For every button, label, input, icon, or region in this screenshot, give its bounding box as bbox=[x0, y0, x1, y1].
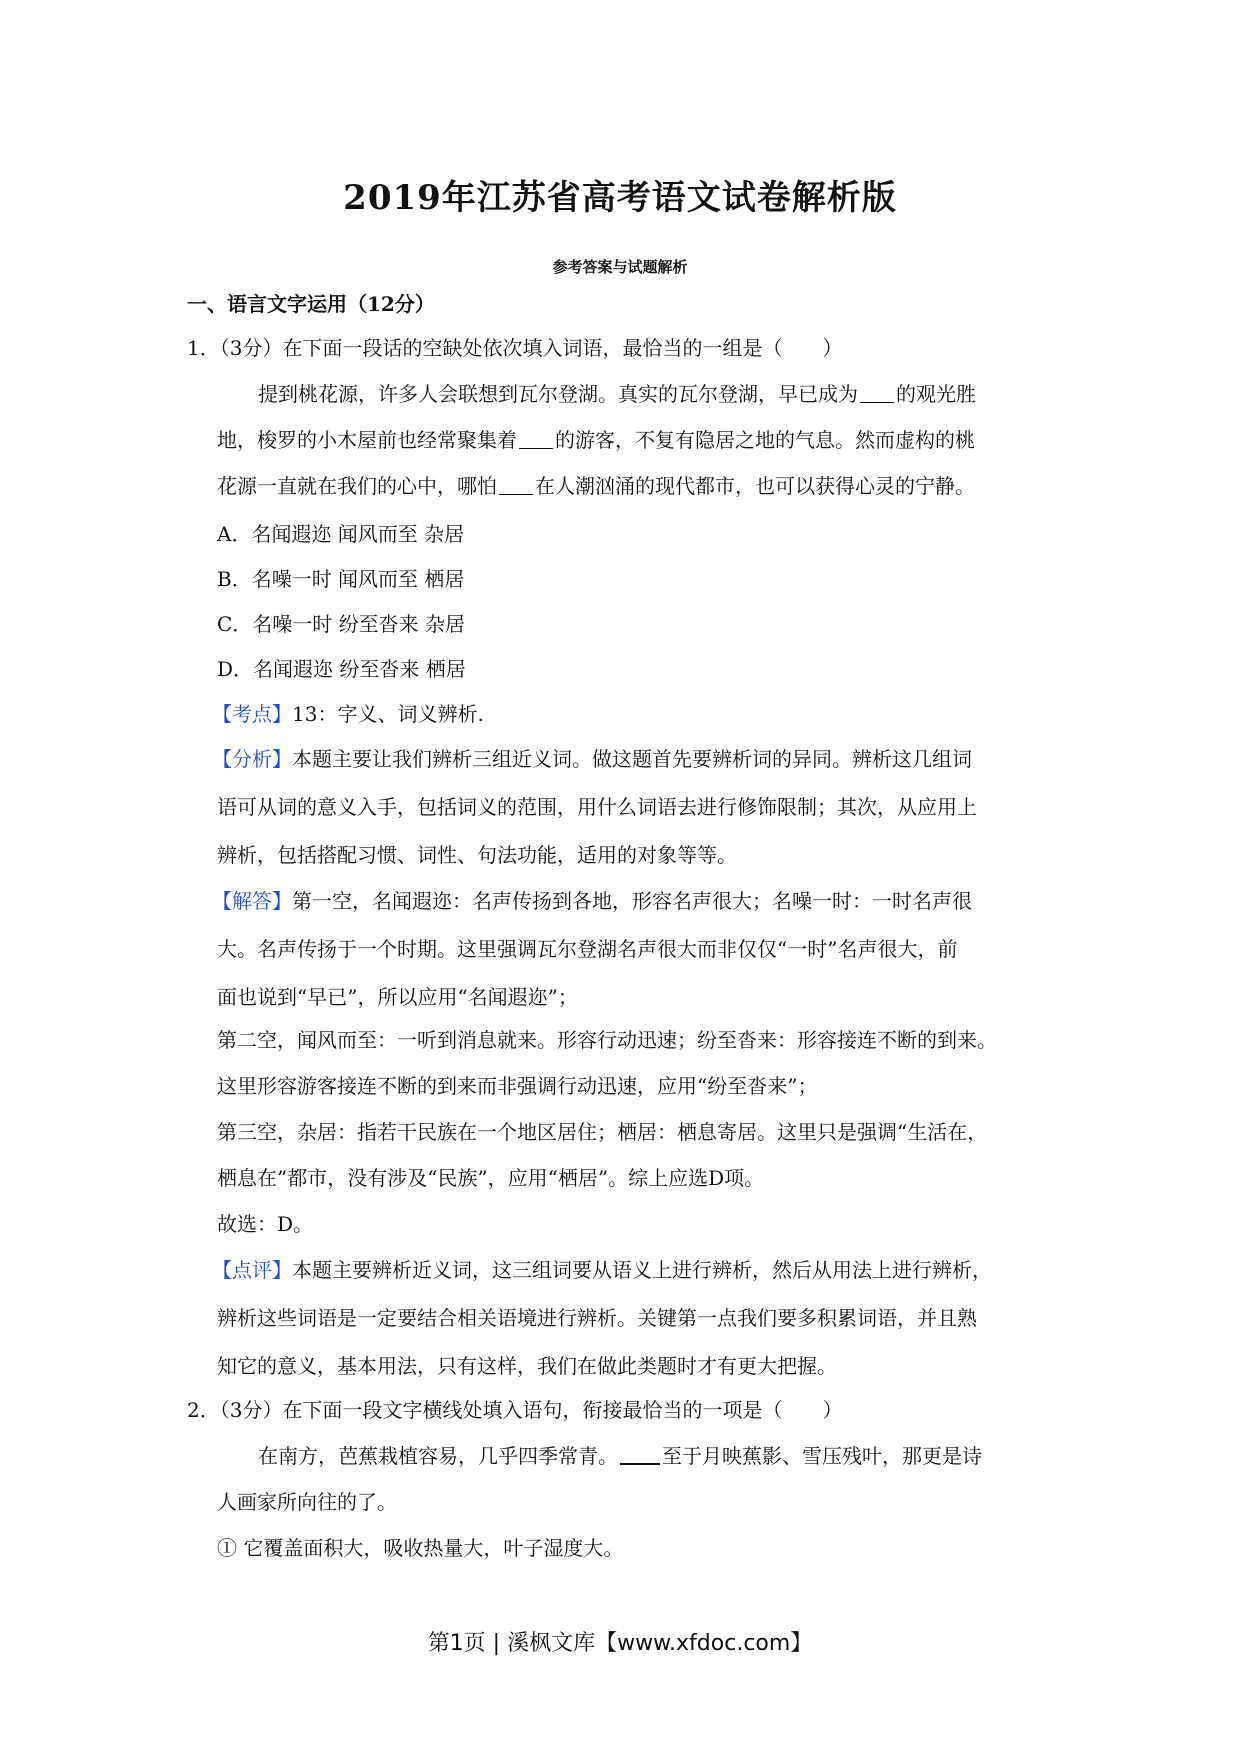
passage-text: 提到桃花源，许多人会联想到瓦尔登湖。真实的瓦尔登湖，早已成为 bbox=[258, 382, 858, 406]
fill-blank bbox=[519, 428, 553, 449]
section-heading: 一、语言文字运用（12分） bbox=[187, 292, 435, 316]
passage-text: 在南方，芭蕉栽植容易，几乎四季常青。 bbox=[258, 1444, 618, 1468]
jieda-line-1 bbox=[212, 887, 972, 915]
q2-passage-line-2: 人画家所向往的了。 bbox=[217, 1490, 397, 1514]
passage-text: 的观光胜 bbox=[896, 382, 976, 406]
jieda-line-3: 面也说到“早已”，所以应用“名闻遐迩”； bbox=[217, 985, 578, 1009]
fenxi-line-1 bbox=[212, 745, 972, 773]
jieda-line-2: 大。名声传扬于一个时期。这里强调瓦尔登湖名声很大而非仅仅“一时”名声很大，前 bbox=[217, 937, 958, 961]
q1-passage-line-3 bbox=[217, 472, 975, 500]
kaodian-text: 13：字义、词义辨析. bbox=[292, 702, 484, 726]
option-d: D．名闻遐迩 纷至沓来 栖居 bbox=[217, 657, 466, 681]
option-a: A．名闻遐迩 闻风而至 杂居 bbox=[217, 522, 465, 546]
fenxi-text: 本题主要让我们辨析三组近义词。做这题首先要辨析词的异同。辨析这几组词 bbox=[292, 747, 972, 771]
question-2-stem: 2．（3分）在下面一段文字横线处填入语句，衔接最恰当的一项是（ ） bbox=[187, 1398, 843, 1422]
passage-text: 花源一直就在我们的心中，哪怕 bbox=[217, 474, 497, 498]
question-1-stem: 1．（3分）在下面一段话的空缺处依次填入词语，最恰当的一组是（ ） bbox=[187, 336, 843, 360]
fenxi-line-2: 语可从词的意义入手，包括词义的范围，用什么词语去进行修饰限制；其次，从应用上 bbox=[217, 795, 977, 819]
jieda-line-5: 这里形容游客接连不断的到来而非强调行动迅速，应用“纷至沓来”； bbox=[217, 1074, 818, 1098]
jieda-line-6: 第三空，杂居：指若干民族在一个地区居住；栖居：栖息寄居。这里只是强调“生活在， bbox=[217, 1120, 988, 1144]
dianping-line-3: 知它的意义，基本用法，只有这样，我们在做此类题时才有更大把握。 bbox=[217, 1354, 837, 1378]
jieda-text: 第一空，名闻遐迩：名声传扬到各地，形容名声很大；名噪一时：一时名声很 bbox=[292, 889, 972, 913]
fill-blank bbox=[620, 1443, 660, 1465]
passage-text: 在人潮汹涌的现代都市，也可以获得心灵的宁静。 bbox=[535, 474, 975, 498]
q1-passage-line-1 bbox=[258, 380, 976, 408]
jieda-line-8: 故选：D。 bbox=[217, 1212, 314, 1236]
kaodian-line bbox=[212, 700, 484, 728]
fill-blank bbox=[860, 382, 894, 403]
page-title: 2019年江苏省高考语文试卷解析版 bbox=[343, 178, 897, 218]
dianping-line-1 bbox=[212, 1256, 992, 1284]
fenxi-line-3: 辨析，包括搭配习惯、词性、句法功能，适用的对象等等。 bbox=[217, 843, 737, 867]
passage-text: 地，梭罗的小木屋前也经常聚集着 bbox=[217, 428, 517, 452]
q1-passage-line-2 bbox=[217, 426, 975, 454]
jieda-line-7: 栖息在”都市，没有涉及“民族”，应用“栖居”。综上应选D项。 bbox=[217, 1166, 765, 1190]
dianping-line-2: 辨析这些词语是一定要结合相关语境进行辨析。关键第一点我们要多积累词语，并且熟 bbox=[217, 1306, 977, 1330]
jieda-line-4: 第二空，闻风而至：一听到消息就来。形容行动迅速；纷至沓来：形容接连不断的到来。 bbox=[217, 1028, 997, 1052]
q2-item-1: ① 它覆盖面积大，吸收热量大，叶子湿度大。 bbox=[217, 1536, 624, 1560]
page-footer: 第1页 | 溪枫文库【www.xfdoc.com】 bbox=[427, 1631, 813, 1656]
q2-passage-line-1 bbox=[258, 1442, 982, 1470]
fill-blank bbox=[499, 474, 533, 495]
passage-text: 的游客，不复有隐居之地的气息。然而虚构的桃 bbox=[555, 428, 975, 452]
kaodian-tag: 【考点】 bbox=[212, 702, 292, 726]
option-b: B．名噪一时 闻风而至 栖居 bbox=[217, 567, 465, 591]
dianping-tag: 【点评】 bbox=[212, 1258, 292, 1282]
fenxi-tag: 【分析】 bbox=[212, 747, 292, 771]
dianping-text: 本题主要辨析近义词，这三组词要从语义上进行辨析，然后从用法上进行辨析， bbox=[292, 1258, 992, 1282]
option-c: C．名噪一时 纷至沓来 杂居 bbox=[217, 612, 466, 636]
jieda-tag: 【解答】 bbox=[212, 889, 292, 913]
page-subtitle: 参考答案与试题解析 bbox=[552, 258, 688, 276]
passage-text: 至于月映蕉影、雪压残叶，那更是诗 bbox=[662, 1444, 982, 1468]
